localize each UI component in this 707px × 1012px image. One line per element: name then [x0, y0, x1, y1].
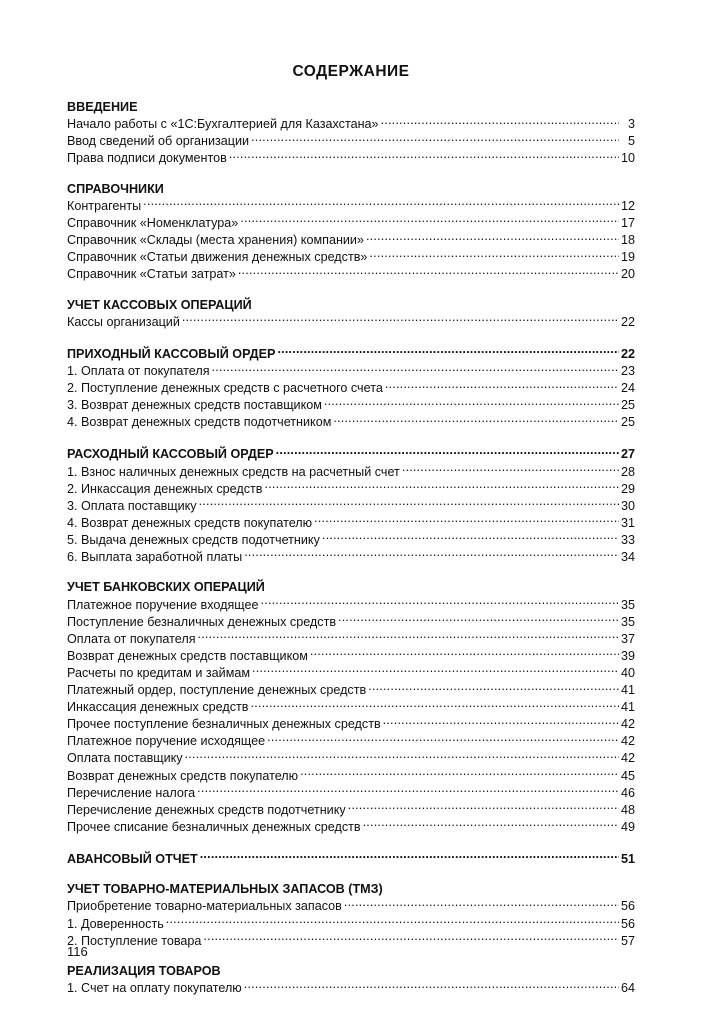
toc-entry	[67, 699, 635, 716]
toc-entry-title: 2. Поступление денежных средств с расчетного счета	[67, 381, 383, 396]
section-heading: УЧЕТ КАССОВЫХ ОПЕРАЦИЙ	[67, 297, 252, 312]
dot-leader	[229, 150, 619, 163]
section-heading: СПРАВОЧНИКИ	[67, 181, 164, 196]
toc-section	[67, 100, 635, 167]
toc-entry-page: 48	[620, 802, 635, 817]
toc-entry-title: Возврат денежных средств поставщиком	[67, 648, 308, 663]
toc-entry-title: Справочник «Статьи движения денежных средств»	[67, 250, 368, 265]
toc-entry-title: Ввод сведений об организации	[67, 134, 250, 149]
dot-leader	[324, 397, 619, 410]
toc-entry	[67, 362, 635, 379]
dot-leader	[244, 548, 619, 561]
toc-section	[67, 850, 635, 867]
toc-entry-title: ПРИХОДНЫЙ КАССОВЫЙ ОРДЕР	[67, 346, 276, 361]
section-heading: УЧЕТ ТОВАРНО-МАТЕРИАЛЬНЫХ ЗАПАСОВ (ТМЗ)	[67, 882, 383, 897]
toc-entry-title: Платежное поручение исходящее	[67, 734, 266, 749]
toc-entry	[67, 613, 635, 630]
dot-leader	[265, 480, 619, 493]
toc-entry-page: 57	[620, 933, 635, 948]
toc-entry-page: 35	[620, 597, 635, 612]
toc-entry-page: 10	[620, 151, 635, 166]
dot-leader	[300, 767, 619, 780]
toc-entry	[67, 932, 635, 949]
toc-entry-page: 56	[620, 916, 635, 931]
toc-entry	[67, 197, 635, 214]
toc-entry-page: 25	[620, 398, 635, 413]
toc-entry-page: 29	[620, 481, 635, 496]
toc-entry-title: 4. Возврат денежных средств покупателю	[67, 515, 313, 530]
toc-entry	[67, 397, 635, 414]
toc-entry-page: 30	[620, 498, 635, 513]
toc-entry	[67, 380, 635, 397]
toc-entry	[67, 898, 635, 915]
toc-entry	[67, 548, 635, 565]
toc-entry-page: 33	[620, 532, 635, 547]
toc-entry-page: 19	[620, 250, 635, 265]
toc-section	[67, 446, 635, 566]
toc-entry-page: 56	[620, 899, 635, 914]
toc-entry-title: Перечисление денежных средств подотчетнику	[67, 802, 346, 817]
toc-entry-title: Перечисление налога	[67, 785, 196, 800]
section-heading: УЧЕТ БАНКОВСКИХ ОПЕРАЦИЙ	[67, 580, 265, 595]
toc-entry	[67, 133, 635, 150]
toc-entry	[67, 116, 635, 133]
toc-entry-title: 5. Выдача денежных средств подотчетнику	[67, 532, 320, 547]
toc-entry-title: Оплата поставщику	[67, 751, 183, 766]
toc-entry-page: 5	[627, 134, 635, 149]
dot-leader	[252, 664, 619, 677]
toc-entry	[67, 214, 635, 231]
toc-entry-page: 12	[620, 198, 635, 213]
dot-leader	[197, 784, 619, 797]
toc-entry-page: 25	[620, 415, 635, 430]
toc-section	[67, 964, 635, 997]
dot-leader	[402, 463, 619, 476]
toc-entry	[67, 980, 635, 997]
dot-leader	[267, 733, 619, 746]
toc-entry-title: 1. Доверенность	[67, 916, 164, 931]
dot-leader	[338, 613, 619, 626]
toc-entry-page: 23	[620, 364, 635, 379]
toc-entry-title: Справочник «Статьи затрат»	[67, 267, 236, 282]
toc-entry-page: 64	[620, 981, 635, 996]
toc-sections	[67, 100, 635, 997]
toc-entry	[67, 915, 635, 932]
toc-entry-page: 22	[620, 346, 635, 361]
toc-entry-title: Контрагенты	[67, 198, 142, 213]
toc-entry	[67, 647, 635, 664]
toc-entry	[67, 531, 635, 548]
toc-entry-page: 34	[620, 549, 635, 564]
dot-leader	[200, 850, 619, 863]
toc-entry-title: АВАНСОВЫЙ ОТЧЕТ	[67, 851, 198, 866]
toc-entry-title: 1. Оплата от покупателя	[67, 364, 210, 379]
toc-entry-page: 37	[620, 631, 635, 646]
toc-entry-title: Справочник «Склады (места хранения) компании»	[67, 233, 364, 248]
toc-entry	[67, 231, 635, 248]
toc-section	[67, 345, 635, 430]
dot-leader	[212, 362, 619, 375]
toc-entry-page: 40	[620, 665, 635, 680]
toc-section	[67, 182, 635, 283]
dot-leader	[348, 801, 619, 814]
toc-entry-page: 3	[627, 117, 635, 132]
section-heading-entry	[67, 345, 635, 362]
toc-entry-page: 18	[620, 233, 635, 248]
toc-entry-page: 49	[620, 819, 635, 834]
dot-leader	[182, 313, 619, 326]
dot-leader	[251, 699, 619, 712]
page-title: СОДЕРЖАНИЕ	[292, 63, 410, 80]
section-heading: ВВЕДЕНИЕ	[67, 100, 138, 114]
dot-leader	[198, 630, 619, 643]
dot-leader	[277, 345, 619, 358]
toc-entry-title: 3. Возврат денежных средств поставщиком	[67, 398, 322, 413]
toc-entry	[67, 818, 635, 835]
toc-entry-page: 17	[620, 215, 635, 230]
toc-section	[67, 580, 635, 835]
toc-entry-title: Начало работы с «1С:Бухгалтерией для Казахстана»	[67, 117, 379, 132]
toc-entry	[67, 414, 635, 431]
dot-leader	[369, 249, 619, 262]
toc-entry-title: 1. Взнос наличных денежных средств на расчетный счет	[67, 464, 400, 479]
dot-leader	[366, 231, 619, 244]
toc-entry-page: 41	[620, 700, 635, 715]
page-number: 116	[67, 944, 88, 959]
dot-leader	[203, 932, 619, 945]
toc-entry	[67, 313, 635, 330]
toc-entry-title: РАСХОДНЫЙ КАССОВЫЙ ОРДЕР	[67, 447, 274, 462]
toc-entry-title: 1. Счет на оплату покупателю	[67, 981, 242, 996]
toc-entry	[67, 716, 635, 733]
toc-entry	[67, 480, 635, 497]
dot-leader	[381, 116, 619, 129]
toc-entry-page: 45	[620, 768, 635, 783]
dot-leader	[310, 647, 619, 660]
toc-entry-title: Поступление безналичных денежных средств	[67, 614, 337, 629]
toc-entry	[67, 750, 635, 767]
toc-entry-page: 28	[620, 464, 635, 479]
toc-entry-title: Оплата от покупателя	[67, 631, 196, 646]
dot-leader	[238, 266, 619, 279]
toc-entry-page: 41	[620, 683, 635, 698]
toc-entry-title: Прочее поступление безналичных денежных средств	[67, 717, 381, 732]
toc-entry-page: 22	[620, 314, 635, 329]
toc-entry-page: 20	[620, 267, 635, 282]
toc-entry-title: Прочее списание безналичных денежных средств	[67, 819, 361, 834]
toc-entry	[67, 664, 635, 681]
toc-entry	[67, 514, 635, 531]
toc-section	[67, 298, 635, 331]
dot-leader	[185, 750, 619, 763]
toc-entry	[67, 596, 635, 613]
toc-entry-page: 51	[620, 851, 635, 866]
toc-entry	[67, 767, 635, 784]
toc-entry-title: 2. Инкассация денежных средств	[67, 481, 263, 496]
toc-entry-page: 31	[620, 515, 635, 530]
toc-entry	[67, 801, 635, 818]
dot-leader	[363, 818, 619, 831]
toc-entry-page: 39	[620, 648, 635, 663]
toc-entry-title: Возврат денежных средств покупателю	[67, 768, 299, 783]
toc-entry	[67, 733, 635, 750]
dot-leader	[261, 596, 619, 609]
toc-entry-title: 6. Выплата заработной платы	[67, 549, 243, 564]
dot-leader	[368, 681, 619, 694]
dot-leader	[383, 716, 619, 729]
toc-entry	[67, 249, 635, 266]
toc-entry-page: 27	[620, 447, 635, 462]
toc-section	[67, 882, 635, 949]
toc-entry	[67, 681, 635, 698]
dot-leader	[166, 915, 619, 928]
toc-entry-page: 42	[620, 717, 635, 732]
dot-leader	[314, 514, 619, 527]
dot-leader	[199, 497, 619, 510]
dot-leader	[276, 446, 619, 459]
toc-entry-title: Приобретение товарно-материальных запасов	[67, 899, 342, 914]
dot-leader	[251, 133, 619, 146]
section-heading-entry	[67, 446, 635, 463]
section-heading: РЕАЛИЗАЦИЯ ТОВАРОВ	[67, 964, 221, 979]
toc-entry-page: 24	[620, 381, 635, 396]
dot-leader	[333, 414, 619, 427]
toc-entry	[67, 150, 635, 167]
toc-entry-title: Платежный ордер, поступление денежных средств	[67, 683, 367, 698]
dot-leader	[385, 380, 619, 393]
toc-entry	[67, 463, 635, 480]
dot-leader	[322, 531, 619, 544]
toc-entry-title: 2. Поступление товара	[67, 933, 202, 948]
toc-entry	[67, 630, 635, 647]
toc-entry	[67, 784, 635, 801]
dot-leader	[344, 898, 619, 911]
toc-entry-page: 42	[620, 751, 635, 766]
toc-entry-page: 46	[620, 785, 635, 800]
toc-entry-title: Платежное поручение входящее	[67, 597, 259, 612]
toc-entry-title: 4. Возврат денежных средств подотчетником	[67, 415, 332, 430]
toc-entry	[67, 266, 635, 283]
section-heading-entry	[67, 850, 635, 867]
dot-leader	[240, 214, 619, 227]
toc-entry-title: 3. Оплата поставщику	[67, 498, 197, 513]
toc-entry-title: Права подписи документов	[67, 151, 227, 166]
toc-entry-title: Расчеты по кредитам и займам	[67, 665, 251, 680]
table-of-contents	[67, 62, 635, 1012]
toc-entry-title: Инкассация денежных средств	[67, 700, 249, 715]
toc-entry-title: Справочник «Номенклатура»	[67, 215, 239, 230]
toc-entry-title: Кассы организаций	[67, 314, 180, 329]
dot-leader	[244, 980, 619, 993]
toc-entry-page: 42	[620, 734, 635, 749]
toc-entry	[67, 497, 635, 514]
toc-entry-page: 35	[620, 614, 635, 629]
dot-leader	[143, 197, 619, 210]
